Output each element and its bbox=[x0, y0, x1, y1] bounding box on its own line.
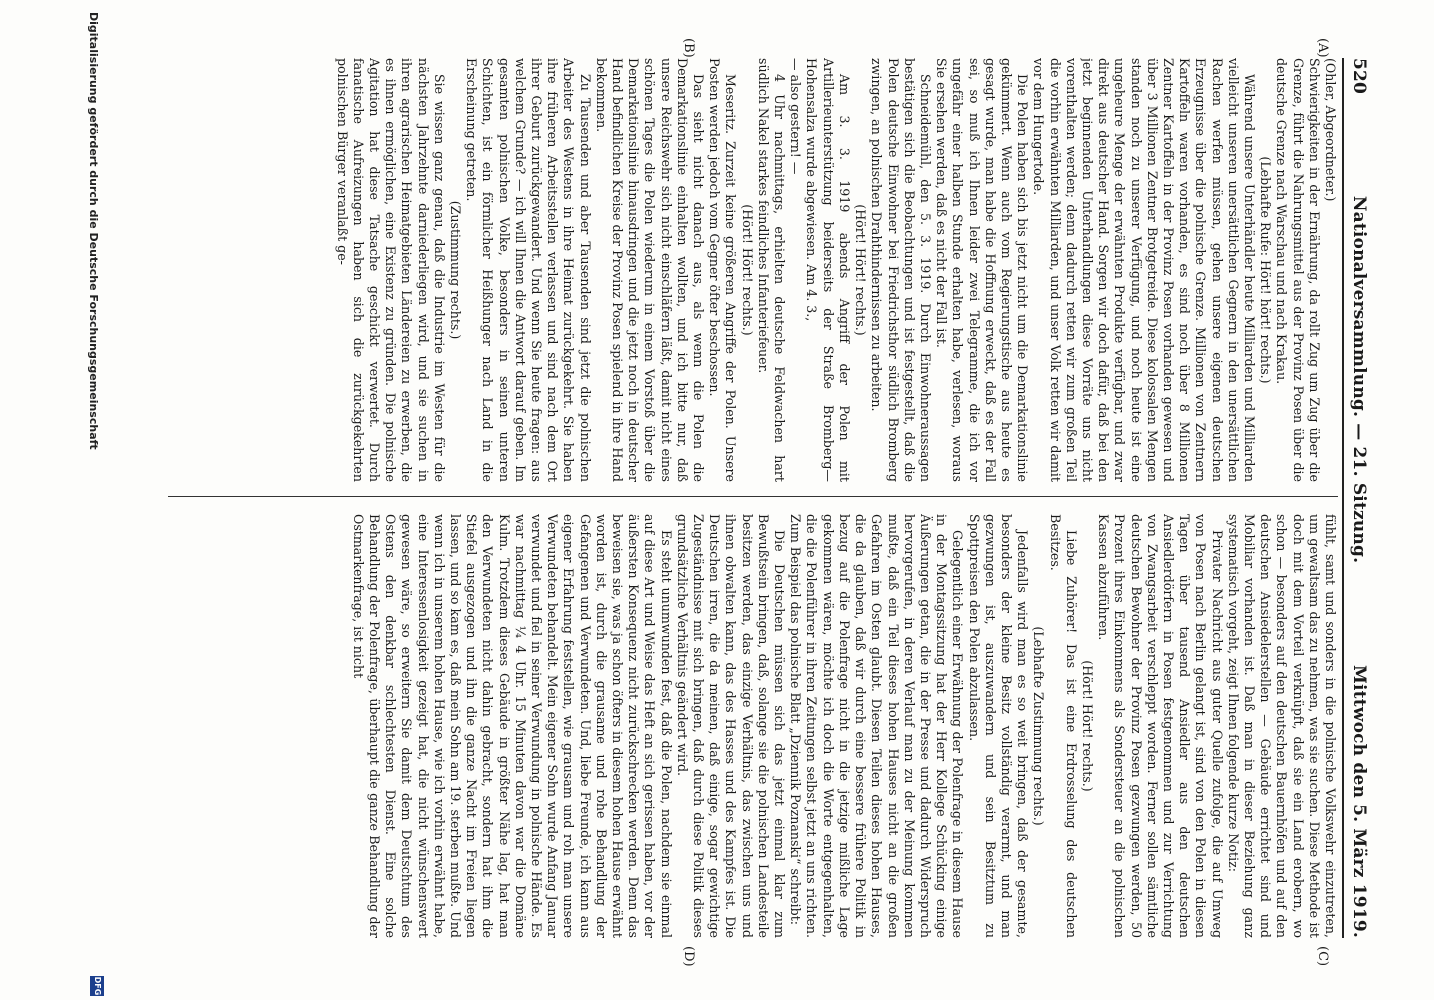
page-content bbox=[114, 0, 1434, 1000]
margin-mark-b: (B) bbox=[681, 38, 696, 58]
paragraph: fühlt, samt und sonders in die polnische Volkswehr einzutreten, um gewaltsam das zu nehmen, was sie suchen. Diese Methode ist doch mit dem Vorteil verknüpft, daß sie ein Land erobern, wo schon — besonders auf den deutschen Bauernhöfen und auf den deutschen Ansiedelerstellen — Gebäude errichtet sind und Mobiliar vorhanden ist. Daß man in dieser Beziehung ganz systematisch vorgeht, zeigt Ihnen folgende kurze Notiz: bbox=[1225, 514, 1338, 938]
applause-note: (Zustimmung rechts.) bbox=[448, 200, 464, 340]
paragraph: Sie wissen ganz genau, daß die Industrie im Westen für die nächsten Jahrzehnte darniederliegen wird, und sie suchen in ihren agrarischen Heimatgebieten Ländereien zu erwerben, die es ihnen ermöglichen, eine Existenz zu gründen. Die polnische Agitation hat diese Tatsache geschickt verwertet. Durch fanatische Aufreizungen haben sich die zurückgekehrten polnischen Bürger veranlaßt ge- bbox=[334, 58, 447, 482]
quoted-telegram: 4 Uhr nachmittags, erhielten deutsche Feldwachen hart südlich Nakel starkes feindliches Infanteriefeuer. bbox=[755, 58, 788, 482]
interjection: — also gestern! — bbox=[788, 58, 804, 175]
paragraph: Das sieht nicht danach aus, als wenn die Polen die Demarkationslinie einhalten wollten, und ich bitte nur, daß unsere Reichswehr sich nicht einschläfern läßt, damit nicht eines schönen Tages die Polen wiederum in einem Vorstoß über die Demarkationslinie hinausdringen und die jetzt noch in deutscher Hand befindlichen Kreise der Provinz Posen spielend in ihre Hand bekommen. bbox=[593, 58, 707, 482]
quoted-telegram: Meseritz. Zurzeit keine größeren Angriffe der Polen. Unsere Posten werden jedoch vom Gegner öfter beschossen. bbox=[707, 58, 739, 482]
speaker-name: (Ohler, Abgeordneter.) bbox=[1323, 58, 1338, 202]
page-number: 520 bbox=[1349, 58, 1369, 95]
paragraph: Die Polen haben sich bis jetzt nicht um die Demarkationslinie gekümmert. Wenn auch vom Regierungstische aus heute es gesagt wurde, man habe die Hoffnung erweckt, daß es der Fall sei, so muß ich Ihnen leider zwei Telegramme, die ich vor ungefähr einer halben Stunde erhalten habe, verlesen, woraus Sie ersehen werden, daß es nicht der Fall ist. bbox=[934, 58, 1031, 482]
left-column bbox=[168, 58, 1338, 482]
quoted-telegram: Am 3. 3. 1919 abends Angriff der Polen mit Artillerieunterstützung beiderseits der Straße Bromberg—Hohensalza wurde abgewiesen. Am 4. 3., bbox=[804, 58, 852, 482]
applause-note: (Hört! Hört! rechts.) bbox=[1079, 660, 1095, 792]
paragraph: Gelegentlich einer Erwähnung der Polenfrage in diesem Hause in der Montagssitzung hat der Herr Kollege Schücking einige Äußerungen getan, die in der Presse und dadurch Widerspruch hervorgerufen, in deren Verlauf man zu der Meinung kommen mußte, daß ein Teil dieses hohen Hauses nicht an die großen Gefahren im Osten glaubt. Diesen Teilen dieses hohen Hauses, die da glauben, daß wir durch eine bessere frühere Politik in bezug auf die Polenfrage nicht in die jetzige mißliche Lage gekommen wären, möchte ich doch die Worte entgegenhalten, die die Polenführer in ihren Zeitungen selbst jetzt an uns richten. Zum Beispiel das polnische Blatt „Dziennik Poznanski“ schreibt: bbox=[788, 514, 966, 938]
paragraph: Schwierigkeiten in der Ernährung, da rollt Zug um Zug über die Grenze, führt die Nahrungsmittel aus der Provinz Posen über die deutsche Grenze nach Warschau und nach Krakau. bbox=[1274, 58, 1322, 482]
column-rule bbox=[168, 496, 1338, 497]
quoted-notice: Privater Nachricht aus guter Quelle zufolge, die auf Umweg von Posen nach Berlin gelangt ist, sind von den Polen in diesen Tagen über tausend Ansiedler aus den deutschen Ansiedlerdörfern in Posen festgenommen und zur Verrichtung von Zwangsarbeit verschleppt worden. Ferner sollen sämtliche deutschen Bewohner der Provinz Posen gezwungen werden, 50 Prozent ihres Einkommens als Sondersteuer an die polnischen Kassen abzuführen. bbox=[1096, 514, 1225, 938]
quoted-telegram: Schneidemühl, den 5. 3. 1919. Durch Einwohneraussagen bestätigen sich die Beobachtungen und ist festgestellt, daß die Polen deutsche Einwohner bei Friedrichsthor südlich Bromberg zwingen, an polnischen Drahthindernissen zu arbeiten. bbox=[869, 58, 933, 482]
applause-note: (Lebhafte Rufe: Hört! hört! rechts.) bbox=[1258, 156, 1274, 384]
paragraph: Zu Tausenden und aber Tausenden sind jetzt die polnischen Arbeiter des Westens in ihre Heimat zurückgekehrt. Sie haben ihre früheren Arbeitsstellen verlassen und sind nach dem Ort ihrer Geburt zurückgewandert. Und wenn Sie heute fragen: aus welchem Grunde? — ich will Ihnen die Antwort darauf geben. Im gesamten polnischen Volke, besonders in seinen unteren Schichten, ist ein förmlicher Heißhunger nach Land in die Erscheinung getreten. bbox=[464, 58, 593, 482]
applause-note: (Hört! Hört! rechts.) bbox=[853, 204, 869, 336]
header-rule bbox=[1342, 58, 1344, 938]
paragraph: Liebe Zuhörer! Das ist eine Erdrosselung des deutschen Besitzes. bbox=[1047, 514, 1079, 938]
applause-note: (Hört! Hört! rechts.) bbox=[739, 204, 755, 336]
digitization-credit bbox=[0, 0, 108, 1000]
margin-mark-a: (A) bbox=[1315, 38, 1330, 58]
quoted-newspaper: Die Deutschen müssen sich das jetzt einmal klar zum Bewußtsein bringen, daß, solange sie die polnischen Landesteile besitzen werden, das einzige Verhältnis, das zwischen uns und ihnen obwalten kann, das des Hasses und des Kampfes ist. Die Deutschen irren, die da meinen, daß einige, sogar gewichtige Zugeständnisse mit sich bringen, daß durch diese Politik dieses grundsätzliche Verhältnis geändert wird. bbox=[674, 514, 788, 938]
page-header bbox=[1346, 58, 1372, 938]
session-date: Mittwoch den 5. März 1919. bbox=[1349, 664, 1369, 938]
paragraph: Jedenfalls wird man es so weit bringen, daß der gesamte, besonders der kleine Besitz vollständig verarmt, und man gezwungen ist, auszuwandern und sein Besitztum zu Spottpreisen den Polen abzulassen. bbox=[966, 514, 1031, 938]
credit-text: Digitalisierung gefördert durch die Deutsche Forschungsgemeinschaft bbox=[87, 12, 100, 450]
session-title: Nationalversammlung. — 21. Sitzung. bbox=[1349, 195, 1369, 564]
margin-mark-d: (D) bbox=[681, 946, 696, 967]
dfg-logo: DFG bbox=[90, 976, 104, 996]
margin-mark-c: (C) bbox=[1315, 946, 1330, 967]
right-column bbox=[168, 514, 1338, 938]
paragraph: Es steht unumwunden fest, daß die Polen, nachdem sie einmal auf diese Art und Weise das Heft an sich gerissen haben, vor der äußersten Konsequenz nicht zurückschrecken werden. Denn das beweisen sie, was ja schon öfters in diesem hohen Hause erwähnt worden ist, durch die grausame und rohe Behandlung der Gefangenen und Verwundeten. Und, liebe Freunde, ich kann aus eigener Erfahrung feststellen, wie grausam und roh man unsere Verwundeten behandelt. Mein eigener Sohn wurde Anfang Januar verwundet und fiel in seiner Verwundung in polnische Hände. Es war nachmittag ¼ 4 Uhr. 15 Minuten davon war die Domäne Kulm. Trotzdem dieses Gebäude in größter Nähe lag, hat man den Verwundeten nicht dahin gebracht, sondern hat ihm die Stiefel ausgezogen und ihn die ganze Nacht im Freien liegen lassen, und so kam es, daß mein Sohn am 19. sterben mußte. Und wenn ich in unserem hohen Hause, wie ich vorhin erwähnt habe, eine Interessenlosigkeit gezeigt hat, die nicht wünschenswert gewesen wäre, so erweitern Sie damit dem Deutschtum des Ostens den denkbar schlechtesten Dienst. Eine solche Behandlung der Polenfrage, überhaupt die ganze Behandlung der Ostmarkenfrage, ist nicht bbox=[350, 514, 674, 938]
paragraph: Während unsere Unterhändler heute Milliarden und Milliarden vielleicht unseren unersättlichen Gegnern in den unersättlichen Rachen werfen müssen, gehen unsere eigenen deutschen Erzeugnisse über die polnische Grenze. Millionen von Zentnern Kartoffeln waren vorhanden, es sind noch über 8 Millionen Zentner Kartoffeln in der Provinz Posen vorhanden gewesen und über 3 Millionen Zentner Brotgetreide. Diese kolossalen Mengen standen noch zu unserer Verfügung, und noch heute ist eine ungeheure Menge der erwähnten Produkte verfügbar, und zwar direkt aus deutscher Hand. Sorgen wir doch dafür, daß bei den jetzt beginnenden Unterhandlungen diese Vorräte uns nicht vorenthalten werden; denn dadurch retten wir zum großen Teil die vorhin erwähnten Milliarden, und unser Volk retten wir damit vor dem Hungertode. bbox=[1031, 58, 1257, 482]
applause-note: (Lebhafte Zustimmung rechts.) bbox=[1031, 626, 1047, 826]
